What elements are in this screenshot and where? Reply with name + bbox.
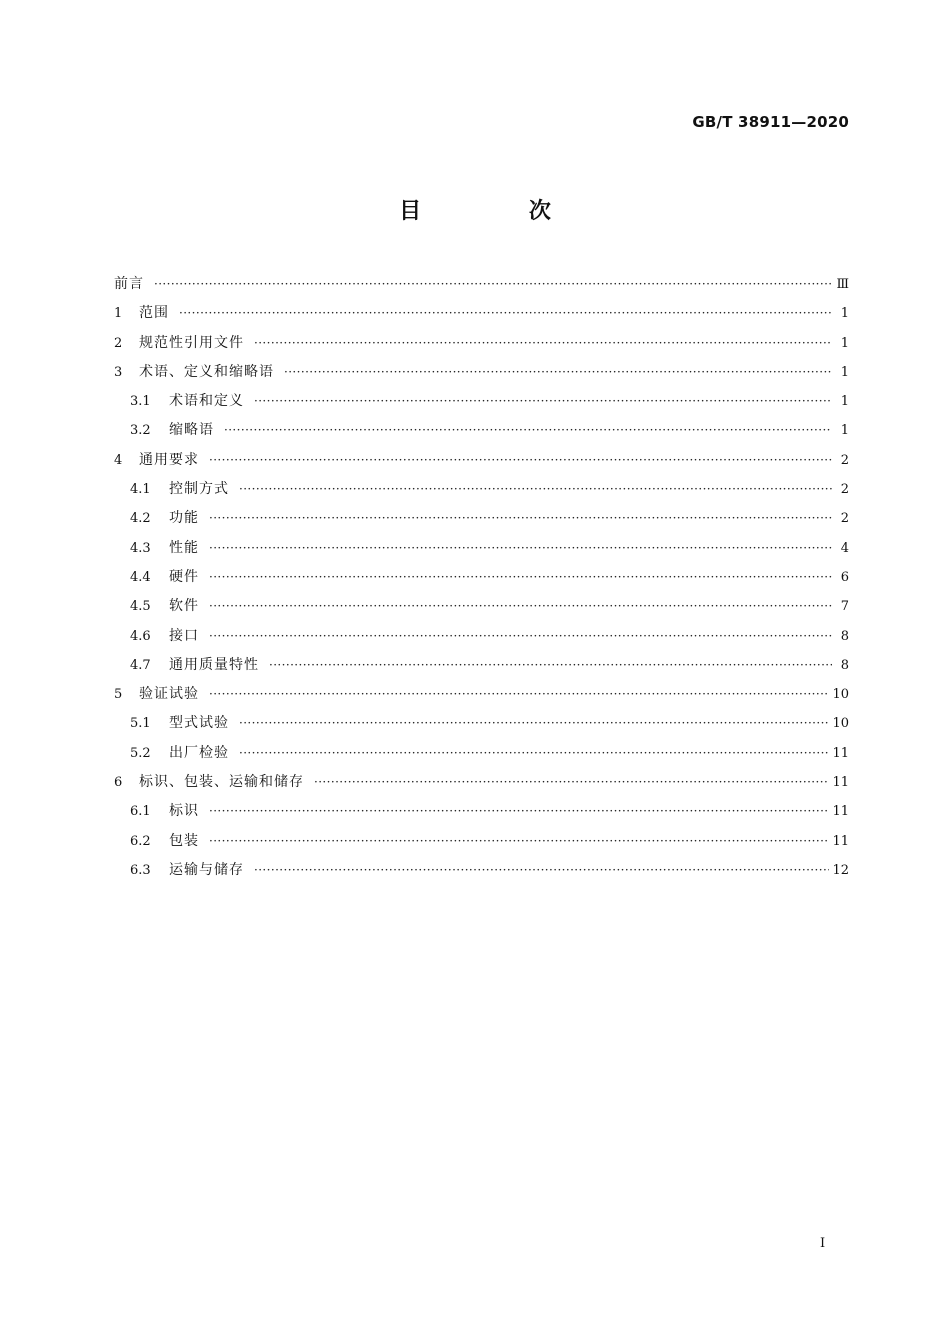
toc-leader-dots [209, 592, 832, 621]
toc-entry-number: 6.2 [130, 833, 151, 849]
page-title: 目 次 [399, 199, 601, 224]
footer-page-number: I [820, 1236, 826, 1251]
toc-entry-label: 运输与储存 [169, 861, 244, 878]
toc-entry-4-4[interactable] [114, 563, 849, 592]
toc-entry-number: 5.2 [130, 745, 151, 761]
toc-leader-dots [209, 827, 829, 856]
toc-entry-number: 4 [114, 452, 123, 468]
toc-leader-dots [179, 299, 832, 328]
table-of-contents [114, 270, 849, 885]
toc-entry-label: 标识 [169, 803, 199, 820]
toc-leader-dots [209, 680, 829, 709]
toc-entry-label: 通用要求 [139, 451, 199, 468]
toc-leader-dots [209, 563, 832, 592]
toc-entry-page: 11 [832, 804, 849, 820]
toc-leader-dots [239, 475, 832, 504]
toc-leader-dots [254, 387, 832, 416]
toc-entry-6-1[interactable] [114, 797, 849, 826]
toc-entry-page: 11 [832, 833, 849, 849]
toc-entry-foreword[interactable] [114, 270, 849, 299]
toc-entry-number: 1 [114, 306, 123, 322]
toc-entry-label: 标识、包装、运输和储存 [139, 774, 304, 791]
toc-entry-4[interactable] [114, 446, 849, 475]
toc-entry-number: 6.3 [130, 862, 151, 878]
toc-entry-6-2[interactable] [114, 827, 849, 856]
toc-entry-3-1[interactable] [114, 387, 849, 416]
toc-entry-label: 包装 [169, 832, 199, 849]
toc-entry-page: 8 [840, 628, 849, 644]
toc-entry-label: 软件 [169, 598, 199, 615]
toc-entry-4-1[interactable] [114, 475, 849, 504]
toc-entry-label: 出厂检验 [169, 744, 229, 761]
toc-entry-label: 术语和定义 [169, 393, 244, 410]
toc-leader-dots [284, 358, 832, 387]
toc-entry-4-6[interactable] [114, 622, 849, 651]
toc-leader-dots [224, 416, 832, 445]
toc-entry-3[interactable] [114, 358, 849, 387]
toc-entry-label: 验证试验 [139, 686, 199, 703]
toc-entry-number: 6 [114, 775, 123, 791]
toc-entry-page: 10 [832, 687, 849, 703]
toc-entry-label: 规范性引用文件 [139, 334, 244, 351]
toc-entry-label: 控制方式 [169, 481, 229, 498]
toc-leader-dots [314, 768, 829, 797]
toc-leader-dots [254, 329, 832, 358]
toc-entry-number: 3.1 [130, 394, 151, 410]
toc-entry-number: 3.2 [130, 423, 151, 439]
toc-entry-page: 1 [840, 423, 849, 439]
toc-entry-page: 2 [840, 482, 849, 498]
toc-entry-number: 4.5 [130, 599, 151, 615]
toc-entry-page: 2 [840, 452, 849, 468]
toc-entry-number: 2 [114, 335, 123, 351]
toc-leader-dots [239, 709, 829, 738]
toc-entry-4-3[interactable] [114, 534, 849, 563]
toc-entry-page: 11 [832, 775, 849, 791]
toc-entry-number: 5 [114, 687, 123, 703]
toc-entry-number: 3 [114, 364, 123, 380]
toc-entry-page: 12 [832, 862, 849, 878]
toc-entry-label: 范围 [139, 305, 169, 322]
toc-entry-label: 术语、定义和缩略语 [139, 363, 274, 380]
toc-entry-number: 4.6 [130, 628, 151, 644]
toc-leader-dots [209, 797, 829, 826]
toc-entry-6[interactable] [114, 768, 849, 797]
toc-entry-label: 性能 [169, 539, 199, 556]
toc-entry-number: 4.7 [130, 657, 151, 673]
toc-entry-number: 6.1 [130, 804, 151, 820]
toc-entry-page: 10 [832, 716, 849, 732]
toc-entry-label: 硬件 [169, 568, 199, 585]
toc-entry-page: 1 [840, 364, 849, 380]
toc-entry-label: 通用质量特性 [169, 656, 259, 673]
toc-entry-5[interactable] [114, 680, 849, 709]
toc-entry-page: 6 [840, 569, 849, 585]
toc-entry-5-2[interactable] [114, 739, 849, 768]
toc-leader-dots [154, 270, 832, 299]
toc-leader-dots [209, 504, 832, 533]
toc-entry-page: 4 [840, 540, 849, 556]
toc-entry-page: 11 [832, 745, 849, 761]
toc-entry-2[interactable] [114, 329, 849, 358]
toc-leader-dots [209, 622, 832, 651]
toc-leader-dots [209, 446, 832, 475]
toc-entry-page: 1 [840, 394, 849, 410]
toc-entry-3-2[interactable] [114, 416, 849, 445]
toc-entry-4-5[interactable] [114, 592, 849, 621]
toc-entry-label: 接口 [169, 627, 199, 644]
toc-entry-label: 前言 [114, 276, 144, 292]
toc-entry-4-7[interactable] [114, 651, 849, 680]
toc-entry-5-1[interactable] [114, 709, 849, 738]
toc-entry-1[interactable] [114, 299, 849, 328]
toc-entry-page: 2 [840, 511, 849, 527]
toc-entry-label: 功能 [169, 510, 199, 527]
toc-entry-number: 4.1 [130, 482, 151, 498]
toc-entry-page: 8 [840, 657, 849, 673]
toc-entry-number: 5.1 [130, 716, 151, 732]
toc-leader-dots [239, 739, 829, 768]
toc-entry-number: 4.3 [130, 540, 151, 556]
toc-entry-number: 4.4 [130, 569, 151, 585]
toc-entry-label: 缩略语 [169, 422, 214, 439]
toc-entry-label: 型式试验 [169, 715, 229, 732]
toc-entry-page: 7 [840, 599, 849, 615]
toc-entry-page: 1 [840, 306, 849, 322]
toc-leader-dots [209, 534, 832, 563]
toc-entry-page: 1 [840, 335, 849, 351]
standard-code: GB/T 38911—2020 [692, 113, 849, 131]
toc-entry-6-3[interactable] [114, 856, 849, 885]
toc-entry-page: Ⅲ [836, 277, 849, 292]
toc-leader-dots [254, 856, 829, 885]
toc-entry-4-2[interactable] [114, 504, 849, 533]
toc-leader-dots [269, 651, 832, 680]
toc-entry-number: 4.2 [130, 511, 151, 527]
